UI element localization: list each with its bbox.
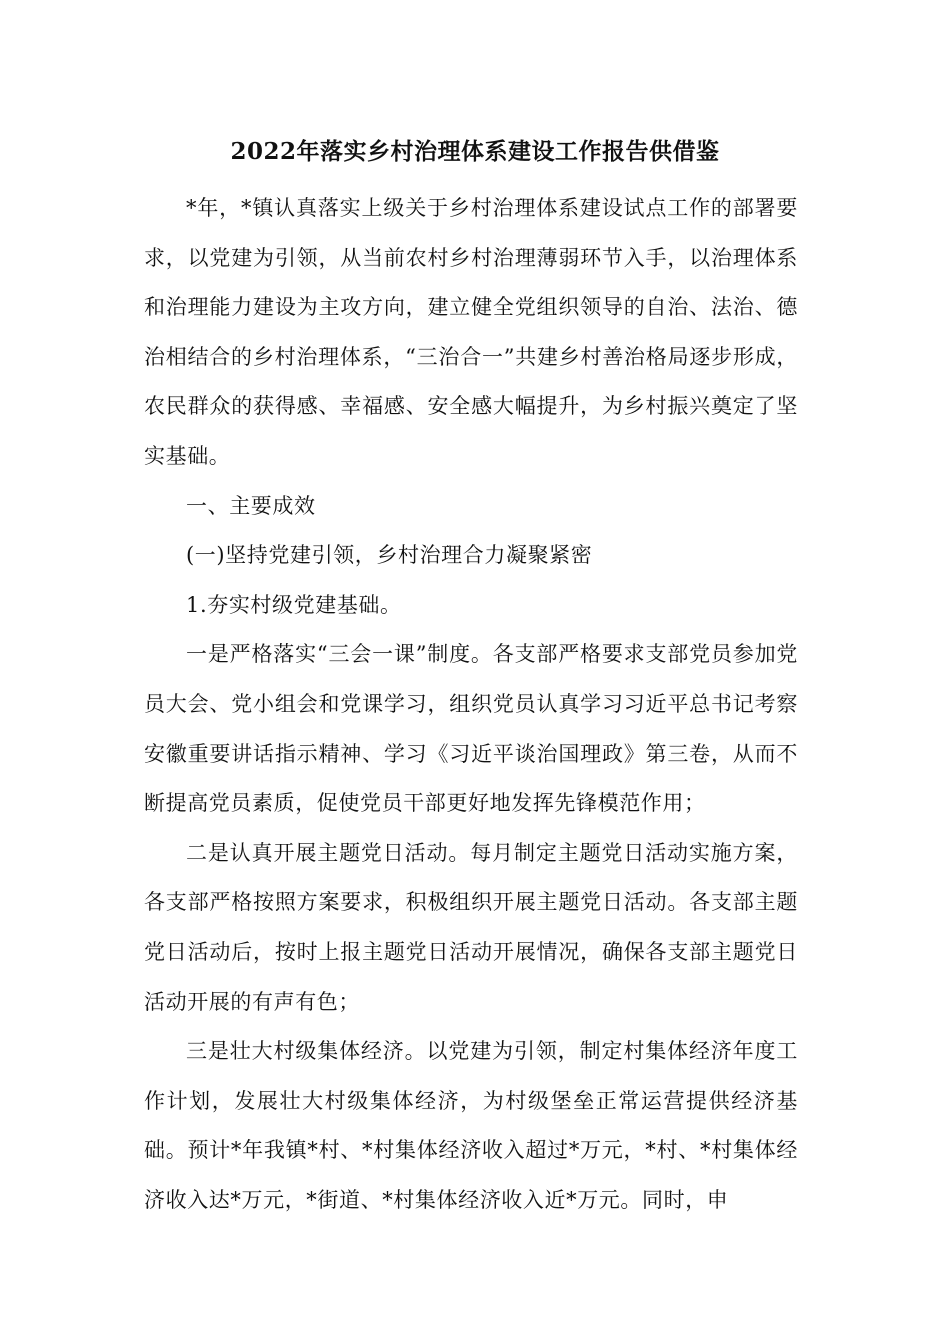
document-title: 2022年落实乡村治理体系建设工作报告供借鉴 (230, 138, 720, 165)
paragraph-point-two: 二是认真开展主题党日活动。每月制定主题党日活动实施方案，各支部严格按照方案要求，积极组织开展主题党日活动。各支部主题党日活动后，按时上报主题党日活动开展情况，确保各支部主题党日活动开展的有声有色； (144, 840, 798, 1014)
paragraph-point-one: 一是严格落实“三会一课”制度。各支部严格要求支部党员参加党员大会、党小组会和党课学习，组织党员认真学习习近平总书记考察安徽重要讲话指示精神、学习《习近平谈治国理政》第三卷，从而不断提高党员素质，促使党员干部更好地发挥先锋模范作用； (144, 642, 798, 816)
subheading-party-leadership: (一)坚持党建引领，乡村治理合力凝聚紧密 (186, 543, 593, 568)
document-body (144, 184, 798, 1225)
paragraph-point-three: 三是壮大村级集体经济。以党建为引领，制定村集体经济年度工作计划，发展壮大村级集体经济，为村级堡垒正常运营提供经济基础。预计*年我镇*村、*村集体经济收入超过*万元，*村、*村集体经济收入达*万元，*街道、*村集体经济收入近*万元。同时，申 (144, 1039, 798, 1212)
heading-main-results: 一、主要成效 (186, 493, 316, 518)
item-heading-village-party-foundation: 1.夯实村级党建基础。 (186, 592, 402, 617)
paragraph-intro: *年，*镇认真落实上级关于乡村治理体系建设试点工作的部署要求，以党建为引领，从当前农村乡村治理薄弱环节入手，以治理体系和治理能力建设为主攻方向，建立健全党组织领导的自治、法治、德治相结合的乡村治理体系，“三治合一”共建乡村善治格局逐步形成，农民群众的获得感、幸福感、安全感大幅提升，为乡村振兴奠定了坚实基础。 (144, 196, 798, 468)
